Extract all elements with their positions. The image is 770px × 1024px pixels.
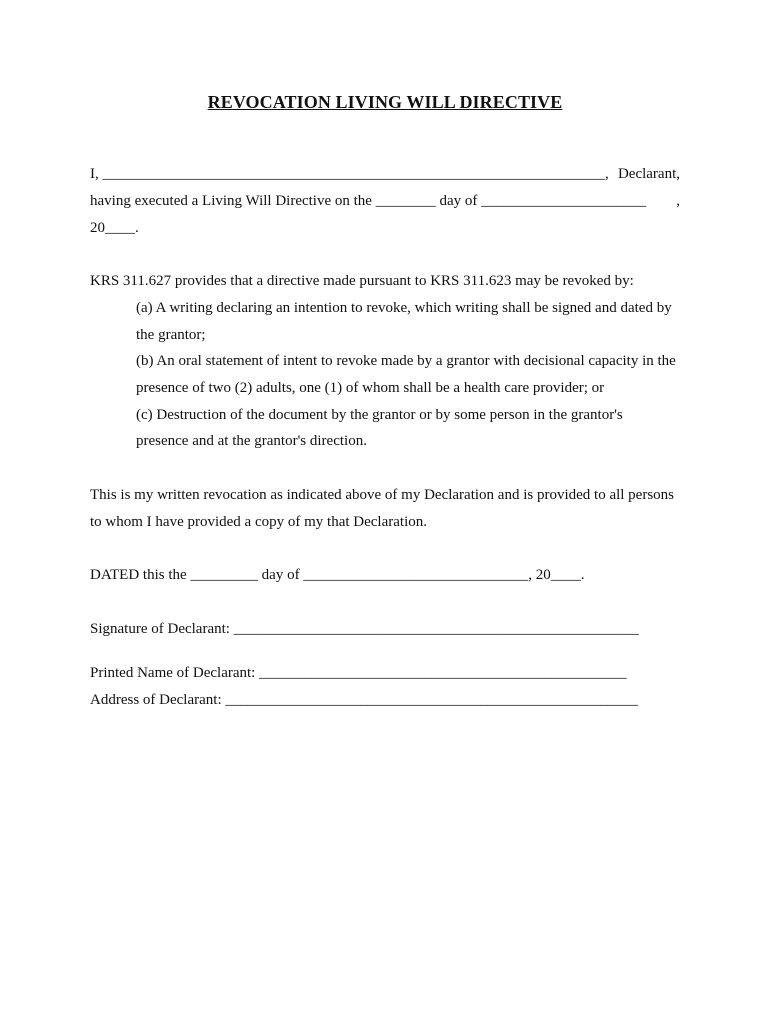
declarant-line bbox=[90, 165, 680, 183]
address-line: Address of Declarant: _______________________________________________________ bbox=[90, 692, 638, 708]
execution-date-comma: , bbox=[676, 193, 680, 209]
execution-date-text: having executed a Living Will Directive on the ________ day of ______________________ bbox=[90, 193, 647, 209]
krs-item-a-line2: the grantor; bbox=[136, 327, 206, 343]
printed-name-line: Printed Name of Declarant: _________________________________________________ bbox=[90, 665, 627, 681]
declarant-name-blank: I, ___________________________________________________________________, bbox=[90, 166, 609, 182]
revocation-statement-line1: This is my written revocation as indicated above of my Declaration and is provided to all persons bbox=[90, 487, 675, 503]
declarant-label: Declarant, bbox=[617, 166, 680, 182]
krs-item-a-line1 bbox=[136, 299, 680, 317]
krs-item-c-line1: (c) Destruction of the document by the grantor or by some person in the grantor's bbox=[136, 407, 623, 423]
execution-year-line: 20____. bbox=[90, 220, 139, 236]
revocation-statement-line2: to whom I have provided a copy of my that Declaration. bbox=[90, 514, 427, 530]
krs-item-a-text1: (a) A writing declaring an intention to revoke, which writing shall be signed and dated by bbox=[136, 300, 672, 316]
krs-item-b-line2: presence of two (2) adults, one (1) of whom shall be a health care provider; or bbox=[136, 380, 605, 396]
krs-item-c-line2: presence and at the grantor's direction. bbox=[136, 433, 367, 449]
dated-line: DATED this the _________ day of ______________________________, 20____. bbox=[90, 567, 585, 583]
execution-date-line bbox=[90, 192, 680, 210]
signature-line: Signature of Declarant: ______________________________________________________ bbox=[90, 621, 639, 637]
krs-item-b-line1: (b) An oral statement of intent to revoke made by a grantor with decisional capacity in the bbox=[136, 353, 676, 369]
document-title: REVOCATION LIVING WILL DIRECTIVE bbox=[207, 92, 563, 112]
krs-intro: KRS 311.627 provides that a directive made pursuant to KRS 311.623 may be revoked by: bbox=[90, 273, 634, 289]
